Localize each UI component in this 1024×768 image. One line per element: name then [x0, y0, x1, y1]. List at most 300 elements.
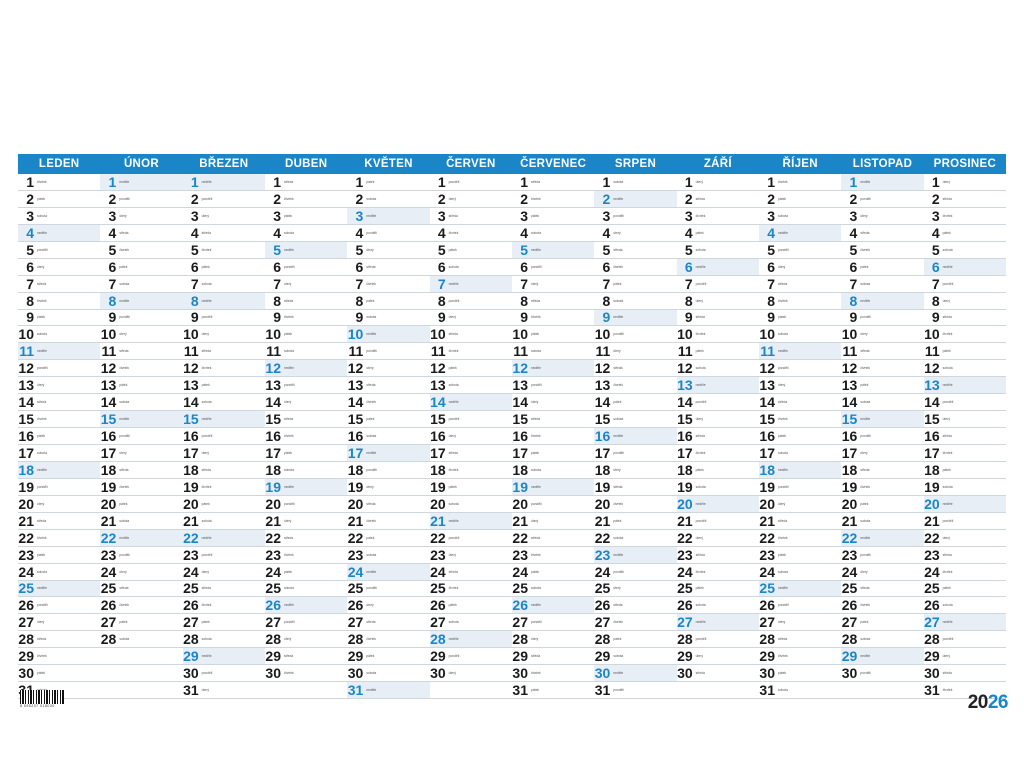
day-number: 15: [924, 411, 940, 428]
day-info: [696, 383, 706, 387]
day-info: [366, 265, 375, 269]
weekday-name: čtvrtek: [201, 484, 212, 489]
day-row: [841, 276, 923, 293]
day-number: 6: [684, 258, 693, 275]
day-row: [924, 614, 1006, 631]
day-info: [696, 265, 706, 269]
day-number: 27: [430, 614, 446, 631]
weekday-name: úterý: [613, 467, 621, 472]
day-number: 17: [594, 445, 611, 461]
day-number: 22: [347, 529, 364, 546]
day-number: 29: [430, 648, 446, 665]
day-row: [18, 445, 100, 462]
day-info: [613, 485, 622, 489]
day-number: 24: [924, 563, 940, 580]
month-name: ČERVEN: [446, 158, 496, 170]
weekday-name: sobota: [366, 671, 377, 676]
weekday-name: středa: [284, 417, 294, 422]
day-info: [696, 299, 703, 303]
day-row: [594, 293, 676, 310]
day-row: [347, 276, 429, 293]
day-number: 3: [355, 207, 364, 224]
day-row: [924, 174, 1006, 191]
weekday-name: pátek: [531, 688, 540, 693]
day-row: [347, 259, 429, 276]
day-number: 25: [677, 580, 693, 597]
day-number: 23: [924, 546, 940, 563]
day-number: 17: [677, 445, 693, 461]
day-number: 3: [190, 207, 199, 224]
day-number: 20: [512, 495, 528, 512]
day-info: [613, 197, 623, 201]
day-number: 6: [355, 258, 364, 275]
day-row: [265, 191, 347, 208]
day-number: 24: [265, 563, 281, 580]
day-number: 7: [849, 275, 858, 292]
weekday-name: čtvrtek: [201, 366, 212, 371]
day-number: 13: [430, 377, 446, 394]
day-info: [37, 265, 44, 269]
weekday-name: středa: [201, 230, 211, 235]
day-row: [183, 564, 265, 581]
day-row: [512, 310, 594, 327]
weekday-name: pátek: [37, 315, 46, 320]
day-row: [18, 428, 100, 445]
day-info: [366, 434, 376, 438]
day-number: 18: [677, 461, 693, 478]
day-number: 25: [347, 580, 364, 597]
day-info: [284, 637, 291, 641]
day-row: [841, 513, 923, 530]
day-number: 15: [18, 411, 34, 428]
day-number: 6: [437, 258, 446, 275]
weekday-name: čtvrtek: [695, 569, 706, 574]
day-row: [841, 631, 923, 648]
weekday-name: neděle: [37, 230, 47, 235]
weekday-name: pondělí: [201, 552, 213, 557]
day-info: [449, 519, 459, 523]
day-row: [677, 530, 759, 547]
day-info: [778, 502, 785, 506]
day-number: 1: [26, 174, 34, 190]
weekday-name: pátek: [942, 349, 951, 354]
day-row: [18, 394, 100, 411]
day-info: [778, 315, 786, 319]
weekday-name: středa: [37, 400, 47, 405]
weekday-name: úterý: [37, 264, 45, 269]
weekday-name: úterý: [201, 332, 209, 337]
day-number: 25: [841, 580, 858, 597]
day-info: [284, 332, 292, 336]
day-info: [284, 349, 294, 353]
day-info: [366, 315, 376, 319]
weekday-name: pátek: [284, 569, 293, 574]
day-info: [37, 603, 48, 607]
day-row: [677, 293, 759, 310]
day-info: [366, 366, 373, 370]
day-number: 14: [100, 394, 117, 411]
day-number: 17: [924, 445, 940, 461]
day-number: 13: [677, 377, 693, 394]
weekday-name: úterý: [119, 332, 127, 337]
day-row: [100, 208, 182, 225]
weekday-name: středa: [613, 247, 623, 252]
day-info: [860, 214, 867, 218]
empty-day-row: [100, 682, 182, 699]
day-row: [18, 276, 100, 293]
weekday-name: pondělí: [942, 637, 954, 642]
weekday-name: středa: [942, 196, 952, 201]
weekday-name: pátek: [366, 417, 375, 422]
day-info: [284, 620, 295, 624]
weekday-name: pátek: [778, 315, 787, 320]
weekday-name: sobota: [201, 400, 212, 405]
barcode-icon: [20, 690, 64, 704]
day-info: [778, 671, 786, 675]
day-row: [594, 326, 676, 343]
day-number: 17: [265, 445, 281, 461]
day-row: [430, 293, 512, 310]
day-number: 2: [767, 190, 775, 207]
day-info: [613, 637, 621, 641]
day-info: [531, 349, 541, 353]
day-row: [183, 462, 265, 479]
day-info: [860, 603, 870, 607]
weekday-name: pátek: [119, 620, 128, 625]
weekday-name: čtvrtek: [531, 434, 541, 439]
weekday-name: středa: [860, 467, 870, 472]
day-row: [841, 242, 923, 259]
day-number: 14: [759, 394, 775, 411]
day-number: 24: [347, 563, 364, 580]
day-number: 27: [594, 614, 611, 631]
day-info: [202, 417, 212, 421]
weekday-name: neděle: [942, 620, 953, 625]
day-number: 1: [684, 174, 693, 190]
day-number: 10: [677, 326, 693, 343]
weekday-name: středa: [613, 366, 623, 371]
day-number: 26: [841, 597, 858, 614]
day-number: 8: [273, 292, 281, 309]
day-row: [183, 208, 265, 225]
day-row: [594, 530, 676, 547]
weekday-name: neděle: [284, 603, 294, 608]
day-row: [512, 547, 594, 564]
day-info: [613, 553, 623, 557]
day-number: 6: [190, 258, 199, 275]
day-row: [100, 479, 182, 496]
day-row: [430, 581, 512, 598]
day-row: [512, 326, 594, 343]
weekday-name: úterý: [860, 569, 868, 574]
day-number: 9: [602, 309, 611, 326]
year-lead: 20: [967, 692, 988, 713]
weekday-name: neděle: [613, 315, 624, 320]
day-row: [512, 581, 594, 598]
weekday-name: středa: [942, 315, 952, 320]
day-info: [860, 180, 870, 184]
weekday-name: čtvrtek: [448, 349, 459, 354]
weekday-name: pátek: [366, 654, 375, 659]
day-number: 12: [347, 360, 364, 377]
day-number: 13: [924, 377, 940, 394]
weekday-name: neděle: [366, 332, 377, 337]
day-number: 16: [841, 428, 858, 445]
day-row: [841, 293, 923, 310]
day-info: [860, 282, 870, 286]
day-row: [841, 343, 923, 360]
weekday-name: pondělí: [37, 366, 48, 371]
day-info: [37, 315, 45, 319]
day-number: 23: [430, 546, 446, 563]
day-info: [284, 315, 294, 319]
day-row: [594, 428, 676, 445]
weekday-name: pátek: [613, 518, 622, 523]
weekday-name: sobota: [860, 637, 871, 642]
day-number: 1: [273, 174, 281, 190]
weekday-name: neděle: [695, 383, 706, 388]
day-number: 16: [759, 428, 775, 445]
weekday-name: středa: [448, 213, 458, 218]
weekday-name: úterý: [366, 247, 374, 252]
day-info: [531, 553, 541, 557]
day-number: 30: [594, 665, 611, 682]
day-info: [449, 400, 459, 404]
day-info: [284, 451, 292, 455]
day-number: 28: [347, 631, 364, 648]
weekday-name: neděle: [695, 264, 706, 269]
day-number: 19: [430, 478, 446, 495]
day-row: [924, 496, 1006, 513]
day-row: [265, 479, 347, 496]
day-number: 21: [18, 512, 34, 529]
weekday-name: úterý: [942, 654, 950, 659]
weekday-name: neděle: [201, 179, 212, 184]
day-number: 12: [759, 360, 775, 377]
day-number: 2: [190, 190, 199, 207]
weekday-name: neděle: [448, 400, 459, 405]
weekday-name: sobota: [778, 450, 788, 455]
day-info: [119, 315, 130, 319]
day-row: [512, 394, 594, 411]
day-number: 10: [265, 326, 281, 343]
day-info: [613, 468, 620, 472]
day-number: 5: [684, 241, 693, 258]
day-row: [594, 174, 676, 191]
day-info: [284, 366, 294, 370]
day-info: [696, 603, 706, 607]
weekday-name: sobota: [201, 281, 212, 286]
day-row: [18, 564, 100, 581]
weekday-name: čtvrtek: [37, 417, 47, 422]
weekday-name: čtvrtek: [366, 518, 377, 523]
empty-day-row: [100, 665, 182, 682]
day-number: 10: [100, 326, 117, 343]
weekday-name: úterý: [201, 450, 209, 455]
weekday-name: pondělí: [366, 586, 378, 591]
day-info: [119, 536, 129, 540]
day-row: [265, 242, 347, 259]
day-number: 6: [273, 258, 281, 275]
day-number: 23: [677, 546, 693, 563]
day-row: [512, 513, 594, 530]
weekday-name: pondělí: [695, 637, 707, 642]
day-row: [677, 496, 759, 513]
day-row: [841, 648, 923, 665]
day-info: [943, 349, 951, 353]
day-info: [202, 231, 211, 235]
weekday-name: pondělí: [119, 434, 131, 439]
weekday-name: neděle: [284, 247, 294, 252]
day-info: [860, 383, 868, 387]
day-number: 30: [430, 665, 446, 682]
day-info: [119, 349, 128, 353]
day-info: [531, 299, 540, 303]
day-info: [119, 451, 126, 455]
day-info: [37, 586, 47, 590]
day-number: 31: [512, 682, 528, 699]
weekday-name: pondělí: [448, 298, 460, 303]
day-row: [759, 462, 841, 479]
day-info: [119, 603, 129, 607]
weekday-name: sobota: [37, 569, 47, 574]
weekday-name: úterý: [448, 434, 456, 439]
day-info: [284, 180, 293, 184]
day-row: [841, 310, 923, 327]
day-number: 25: [924, 580, 940, 597]
day-info: [860, 654, 870, 658]
day-number: 23: [347, 546, 364, 563]
weekday-name: středa: [201, 586, 211, 591]
day-info: [202, 332, 209, 336]
weekday-name: úterý: [366, 484, 374, 489]
weekday-name: pátek: [778, 196, 787, 201]
weekday-name: úterý: [448, 196, 456, 201]
day-number: 14: [677, 394, 693, 411]
day-row: [841, 581, 923, 598]
weekday-name: neděle: [860, 535, 871, 540]
day-number: 1: [602, 174, 611, 190]
day-number: 22: [265, 529, 281, 546]
day-info: [778, 265, 785, 269]
day-row: [512, 411, 594, 428]
day-row: [265, 208, 347, 225]
day-row: [265, 174, 347, 191]
weekday-name: sobota: [531, 586, 541, 591]
day-row: [18, 581, 100, 598]
day-row: [100, 225, 182, 242]
day-row: [347, 597, 429, 614]
day-number: 8: [437, 292, 446, 309]
weekday-name: středa: [366, 501, 376, 506]
day-row: [430, 242, 512, 259]
day-info: [860, 451, 867, 455]
day-row: [594, 631, 676, 648]
day-info: [449, 553, 456, 557]
weekday-name: pondělí: [119, 315, 131, 320]
month-name: LISTOPAD: [852, 158, 913, 170]
day-row: [594, 191, 676, 208]
weekday-name: pátek: [531, 569, 540, 574]
day-info: [202, 400, 212, 404]
day-number: 12: [512, 360, 528, 377]
day-number: 31: [347, 682, 364, 699]
day-number: 18: [100, 461, 117, 478]
day-info: [37, 299, 47, 303]
day-number: 9: [190, 309, 199, 326]
day-info: [366, 519, 376, 523]
day-row: [759, 326, 841, 343]
weekday-name: pondělí: [119, 196, 131, 201]
day-info: [284, 519, 291, 523]
day-row: [841, 597, 923, 614]
day-info: [37, 434, 45, 438]
weekday-name: neděle: [942, 501, 953, 506]
weekday-name: pátek: [695, 467, 704, 472]
weekday-name: středa: [860, 349, 870, 354]
month-column: [347, 174, 429, 699]
day-number: 14: [594, 394, 611, 411]
day-row: [924, 564, 1006, 581]
day-info: [696, 197, 705, 201]
weekday-name: pátek: [695, 349, 704, 354]
weekday-name: pondělí: [860, 552, 872, 557]
day-number: 11: [430, 343, 446, 360]
day-number: 30: [347, 665, 364, 682]
day-number: 31: [183, 682, 199, 699]
month-column: [512, 174, 594, 699]
weekday-name: úterý: [695, 535, 703, 540]
day-number: 16: [347, 428, 364, 445]
day-row: [759, 225, 841, 242]
weekday-name: neděle: [695, 620, 706, 625]
day-number: 11: [595, 343, 611, 360]
day-number: 19: [347, 478, 364, 495]
day-number: 5: [108, 241, 117, 258]
day-number: 29: [265, 648, 281, 665]
weekday-name: úterý: [448, 315, 456, 320]
day-number: 28: [265, 631, 281, 648]
day-row: [841, 479, 923, 496]
day-number: 29: [347, 648, 364, 665]
day-number: 8: [26, 292, 34, 309]
day-number: 7: [520, 275, 528, 292]
day-number: 19: [183, 478, 199, 495]
weekday-name: pondělí: [860, 196, 872, 201]
weekday-name: úterý: [695, 298, 703, 303]
weekday-name: sobota: [366, 434, 377, 439]
day-info: [449, 671, 456, 675]
day-row: [265, 631, 347, 648]
month-name: PROSINEC: [933, 158, 997, 170]
day-row: [265, 343, 347, 360]
weekday-name: čtvrtek: [119, 366, 130, 371]
day-info: [202, 349, 211, 353]
weekday-name: úterý: [778, 264, 786, 269]
day-info: [531, 637, 538, 641]
weekday-name: čtvrtek: [284, 196, 294, 201]
day-info: [284, 197, 294, 201]
weekday-name: sobota: [531, 467, 541, 472]
wall-calendar: [18, 154, 1006, 699]
day-number: 17: [430, 445, 446, 461]
day-row: [347, 242, 429, 259]
weekday-name: středa: [201, 467, 211, 472]
day-row: [677, 445, 759, 462]
day-info: [613, 400, 621, 404]
month-name: ÚNOR: [123, 158, 160, 170]
day-info: [613, 434, 623, 438]
